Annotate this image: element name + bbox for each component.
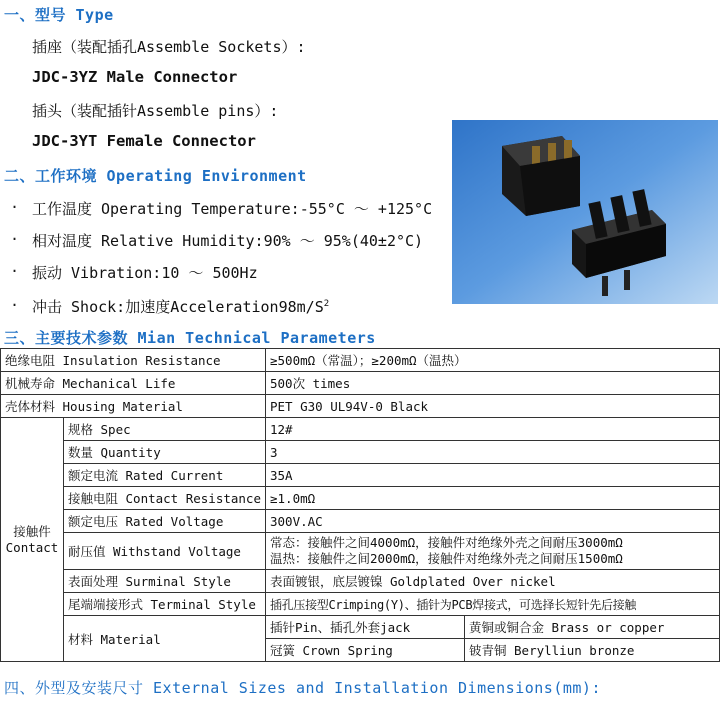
table-row <box>1 464 720 487</box>
env-humidity: 相对温度 Relative Humidity:90% ～ 95%(40±2°C) <box>32 232 424 250</box>
env-shock <box>32 296 329 317</box>
contact-label-cn: 接触件 <box>13 523 51 539</box>
material-part: 插针Pin、插孔外套jack <box>266 616 465 639</box>
bullet-icon: · <box>10 230 20 248</box>
table-row <box>1 570 720 593</box>
param-label: 绝缘电阻 Insulation Resistance <box>1 349 266 372</box>
socket-model: JDC-3YZ Male Connector <box>32 68 238 86</box>
section-type-heading: 一、型号 Type <box>4 6 114 24</box>
param-label: 数量 Quantity <box>64 441 266 464</box>
bullet-icon: · <box>10 296 20 314</box>
table-row <box>1 372 720 395</box>
param-value: 300V.AC <box>266 510 720 533</box>
param-label: 耐压值 Withstand Voltage <box>64 533 266 570</box>
table-row <box>1 441 720 464</box>
param-label: 尾端端接形式 Terminal Style <box>64 593 266 616</box>
withstand-hot: 温热：接触件之间2000mΩ，接触件对绝缘外壳之间耐压1500mΩ <box>270 551 623 566</box>
param-value: 表面镀银，底层镀镍 Goldplated Over nickel <box>266 570 720 593</box>
param-label: 材料 Material <box>64 616 266 662</box>
param-value: 插孔压接型Crimping(Y)、插针为PCB焊接式，可选择长短针先后接触 <box>266 593 720 616</box>
table-row <box>1 418 720 441</box>
param-value: 12# <box>266 418 720 441</box>
contact-group-label <box>1 418 64 662</box>
param-value: PET G30 UL94V-0 Black <box>266 395 720 418</box>
table-row <box>1 395 720 418</box>
param-label: 规格 Spec <box>64 418 266 441</box>
connector-photo <box>452 120 718 304</box>
table-row <box>1 487 720 510</box>
param-value: 35A <box>266 464 720 487</box>
table-row <box>1 616 720 639</box>
env-shock-text: 冲击 Shock:加速度Acceleration98m/S <box>32 298 324 316</box>
table-row <box>1 510 720 533</box>
contact-label-en: Contact <box>5 539 59 555</box>
section-dimensions-heading: 四、外型及安装尺寸 External Sizes and Installation Dimensions(mm): <box>4 679 601 697</box>
table-row <box>1 533 720 570</box>
param-value <box>266 533 720 570</box>
material-value: 铍青铜 Berylliun bronze <box>465 639 720 662</box>
param-label: 额定电压 Rated Voltage <box>64 510 266 533</box>
table-row <box>1 593 720 616</box>
pin-model: JDC-3YT Female Connector <box>32 132 256 150</box>
table-row <box>1 349 720 372</box>
withstand-normal: 常态：接触件之间4000mΩ，接触件对绝缘外壳之间耐压3000mΩ <box>270 535 623 550</box>
socket-label: 插座（装配插孔Assemble Sockets）: <box>32 38 306 56</box>
bullet-icon: · <box>10 262 20 280</box>
param-value: ≥1.0mΩ <box>266 487 720 510</box>
param-label: 接触电阻 Contact Resistance <box>64 487 266 510</box>
env-vibration: 振动 Vibration:10 ～ 500Hz <box>32 264 258 282</box>
env-shock-exponent: 2 <box>323 299 330 309</box>
pin-label: 插头（装配插针Assemble pins）: <box>32 102 279 120</box>
param-label: 额定电流 Rated Current <box>64 464 266 487</box>
param-label: 机械寿命 Mechanical Life <box>1 372 266 395</box>
env-temperature: 工作温度 Operating Temperature:-55°C ～ +125°C <box>32 200 433 218</box>
parameters-table <box>0 348 720 662</box>
param-value: 500次 times <box>266 372 720 395</box>
param-label: 壳体材料 Housing Material <box>1 395 266 418</box>
material-value: 黄铜或铜合金 Brass or copper <box>465 616 720 639</box>
material-part: 冠簧 Crown Spring <box>266 639 465 662</box>
param-label: 表面处理 Surminal Style <box>64 570 266 593</box>
section-parameters-heading: 三、主要技术参数 Mian Technical Parameters <box>4 329 376 347</box>
section-environment-heading: 二、工作环境 Operating Environment <box>4 167 307 185</box>
param-value: ≥500mΩ（常温）；≥200mΩ（温热） <box>266 349 720 372</box>
param-value: 3 <box>266 441 720 464</box>
bullet-icon: · <box>10 198 20 216</box>
